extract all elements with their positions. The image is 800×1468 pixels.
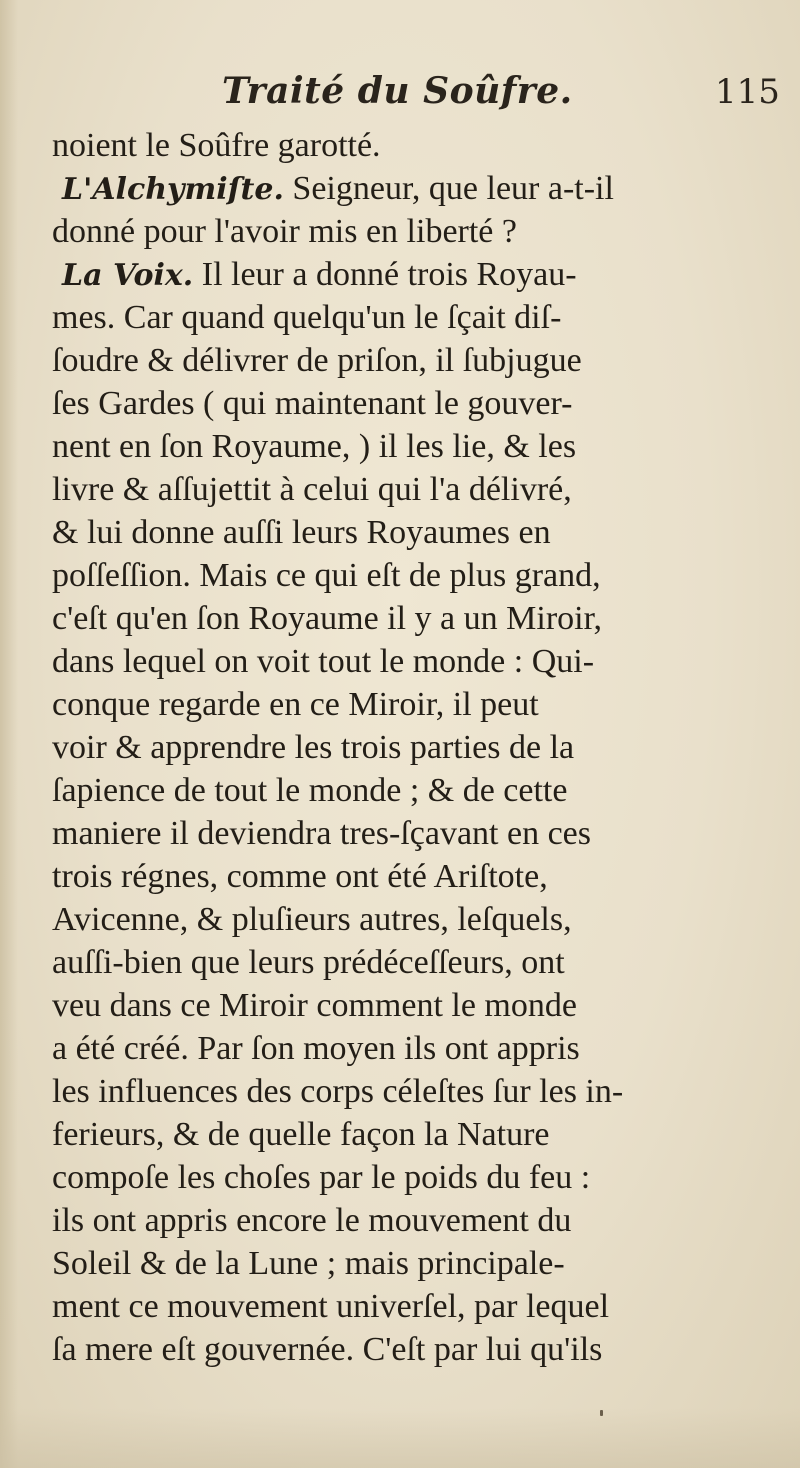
line-text: voir & apprendre les trois parties de la bbox=[52, 729, 575, 766]
running-title: Traité du Soûfre. bbox=[222, 70, 573, 112]
text-line bbox=[52, 1242, 752, 1285]
text-line bbox=[52, 984, 752, 1027]
text-line bbox=[52, 468, 752, 511]
text-line bbox=[52, 1328, 752, 1371]
line-text: Soleil & de la Lune ; mais principale- bbox=[52, 1245, 565, 1282]
text-line bbox=[52, 210, 752, 253]
line-text: ferieurs, & de quelle façon la Nature bbox=[52, 1116, 550, 1153]
line-text: nent en ſon Royaume, ) il les lie, & les bbox=[52, 428, 577, 465]
line-text: Il leur a donné trois Royau- bbox=[193, 256, 577, 293]
body-text bbox=[52, 124, 752, 1371]
text-line bbox=[52, 597, 752, 640]
text-line bbox=[52, 511, 752, 554]
line-text: auſſi-bien que leurs prédéceſſeurs, ont bbox=[52, 944, 565, 981]
text-line bbox=[52, 812, 752, 855]
line-text: maniere il deviendra tres-ſçavant en ces bbox=[52, 815, 592, 852]
line-text: donné pour l'avoir mis en liberté ? bbox=[52, 213, 517, 250]
line-text: ſoudre & délivrer de priſon, il ſubjugue bbox=[52, 342, 582, 379]
line-text: & lui donne auſſi leurs Royaumes en bbox=[52, 514, 551, 551]
line-text: veu dans ce Miroir comment le monde bbox=[52, 987, 577, 1024]
line-text: dans lequel on voit tout le monde : Qui- bbox=[52, 643, 595, 680]
text-line bbox=[52, 683, 752, 726]
text-line bbox=[52, 296, 752, 339]
line-text: Avicenne, & pluſieurs autres, leſquels, bbox=[52, 901, 572, 938]
line-text: ment ce mouvement univerſel, par lequel bbox=[52, 1288, 610, 1325]
speaker-name: L'Alchymiſte. bbox=[62, 172, 284, 207]
page-header bbox=[0, 70, 800, 120]
text-line bbox=[52, 167, 752, 210]
line-text: ſes Gardes ( qui maintenant le gouver- bbox=[52, 385, 573, 422]
text-line bbox=[52, 1027, 752, 1070]
text-line bbox=[52, 1113, 752, 1156]
line-text: noient le Soûfre garotté. bbox=[52, 127, 381, 164]
line-text: conque regarde en ce Miroir, il peut bbox=[52, 686, 539, 723]
line-text: ſa mere eſt gouvernée. C'eſt par lui qu'ils bbox=[52, 1331, 603, 1368]
text-line bbox=[52, 425, 752, 468]
line-text: poſſeſſion. Mais ce qui eſt de plus grand, bbox=[52, 557, 601, 594]
text-line bbox=[52, 253, 752, 296]
text-line bbox=[52, 339, 752, 382]
page-bottom-shadow bbox=[0, 1408, 800, 1468]
text-line bbox=[52, 1285, 752, 1328]
line-text: a été créé. Par ſon moyen ils ont appris bbox=[52, 1030, 580, 1067]
line-text: ſapience de tout le monde ; & de cette bbox=[52, 772, 568, 809]
text-line bbox=[52, 898, 752, 941]
text-line bbox=[52, 382, 752, 425]
text-line bbox=[52, 124, 752, 167]
line-text: trois régnes, comme ont été Ariſtote, bbox=[52, 858, 548, 895]
text-line bbox=[52, 554, 752, 597]
text-line bbox=[52, 1199, 752, 1242]
text-line bbox=[52, 1156, 752, 1199]
line-text: Seigneur, que leur a-t-il bbox=[283, 170, 614, 207]
line-text: compoſe les choſes par le poids du feu : bbox=[52, 1159, 591, 1196]
speaker-name: La Voix. bbox=[62, 258, 194, 293]
line-text: mes. Car quand quelqu'un le ſçait diſ- bbox=[52, 299, 562, 336]
page-number: 115 bbox=[715, 72, 780, 112]
text-line bbox=[52, 855, 752, 898]
text-line bbox=[52, 1070, 752, 1113]
text-line bbox=[52, 941, 752, 984]
line-text: les influences des corps céleſtes ſur les in- bbox=[52, 1073, 624, 1110]
page-edge-shadow bbox=[0, 0, 18, 1468]
text-line bbox=[52, 726, 752, 769]
text-line bbox=[52, 640, 752, 683]
line-text: ils ont appris encore le mouvement du bbox=[52, 1202, 572, 1239]
line-text: c'eſt qu'en ſon Royaume il y a un Miroir, bbox=[52, 600, 603, 637]
line-text: livre & aſſujettit à celui qui l'a délivré, bbox=[52, 471, 572, 508]
ink-speck bbox=[600, 1410, 603, 1416]
text-line bbox=[52, 769, 752, 812]
